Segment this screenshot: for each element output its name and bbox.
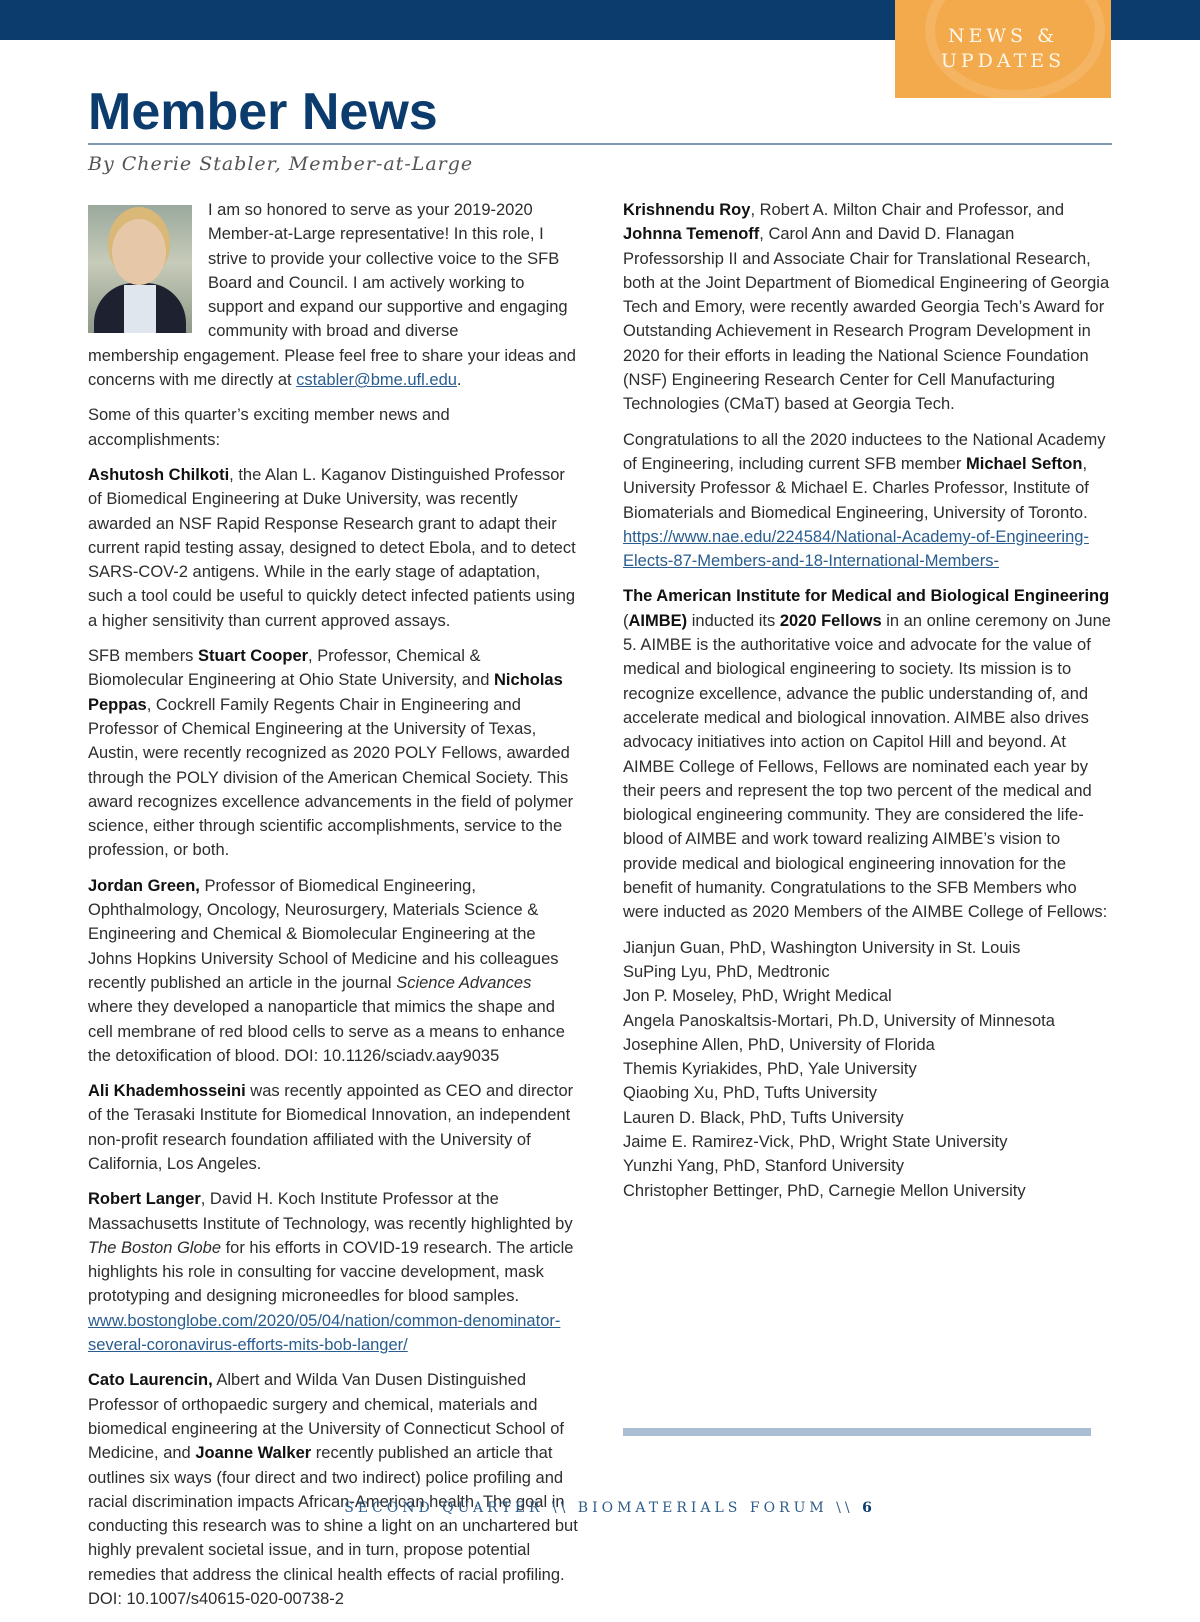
- list-item: Qiaobing Xu, PhD, Tufts University: [623, 1084, 878, 1103]
- member-name: Cato Laurencin,: [88, 1371, 213, 1390]
- news-item-langer: [88, 1187, 578, 1357]
- news-text: Congratulations to all the 2020 inductees to the National Academy of Engineering, including current SFB member: [623, 430, 1106, 473]
- list-item: Jianjun Guan, PhD, Washington University in St. Louis: [623, 938, 1021, 957]
- footer-text: SECOND QUARTER \\ BIOMATERIALS FORUM \\: [344, 1500, 863, 1516]
- news-text: , Robert A. Milton Chair and Professor, and: [750, 201, 1065, 219]
- news-text: inducted its: [687, 611, 780, 630]
- right-column: [623, 198, 1115, 1203]
- member-name: Nicholas Peppas: [88, 671, 563, 714]
- fellows-list: [623, 936, 1115, 1203]
- news-text: , Cockrell Family Regents Chair in Engineering and Professor of Chemical Engineering at the University of Texas, Austin, were recently recognized as 2020 POLY Fellows, awarded through the POLY division of the American Chemical Society. This award recognizes excellence advancements in the field of polymer science, either through scientific accomplishments, service to the profession, or both.: [88, 695, 574, 860]
- intro-paragraph-2: Some of this quarter’s exciting member news and accomplishments:: [88, 406, 450, 449]
- list-item: Josephine Allen, PhD, University of Florida: [623, 1035, 935, 1054]
- news-text: was recently appointed as CEO and director of the Terasaki Institute for Biomedical Innovation, an independent non-profit research foundation affiliated with the University of California, Los Angeles.: [88, 1082, 574, 1173]
- left-column: [88, 198, 578, 1622]
- intro-text-c: .: [456, 371, 462, 390]
- news-text: , Carol Ann and David D. Flanagan Professorship II and Associate Chair for Translational Research, both at the Joint Department of Biomedical Engineering of Georgia Tech and Emory, were recently awarded Georgia Tech’s Award for Outstanding Achievement in Research Program Development in 2020 for their efforts in leading the National Science Foundation (NSF) Engineering Research Center for Cell Manufacturing Technologies (CMaT) based at Georgia Tech.: [623, 225, 1110, 414]
- intro-paragraph: [208, 198, 578, 344]
- news-item-chilkoti: [88, 463, 578, 633]
- news-item-aimbe: [623, 584, 1115, 924]
- news-text: recently published an article that outlines six ways (four direct and two indirect) police profiling and racial discrimination impacts African-American health. The goal in conducting this research was to shine a light on an unchartered but highly prevalent societal issue, and in turn, propose potential remedies that address the clinical health effects of racial profiling. DOI: 10.1007/s40615-020-00738-2: [88, 1444, 578, 1609]
- badge-line-2: UPDATES: [940, 50, 1066, 72]
- list-item: Yunzhi Yang, PhD, Stanford University: [623, 1157, 904, 1176]
- org-name: The American Institute for Medical and Biological Engineering: [623, 587, 1110, 606]
- news-text: (: [623, 611, 629, 630]
- title-rule: [88, 143, 1112, 145]
- section-end-bar: [623, 1428, 1091, 1436]
- intro-paragraph-cont: [88, 344, 578, 393]
- news-text: where they developed a nanoparticle that mimics the shape and cell membrane of red blood cells to serve as a means to enhance the detoxification of blood. DOI: 10.1126/sciadv.aay9035: [88, 998, 565, 1065]
- news-item-roy-temenoff: [623, 198, 1115, 417]
- news-text: Professor of Biomedical Engineering, Ophthalmology, Oncology, Neurosurgery, Materials Science & Engineering and Chemical & Biomolecular Engineering at the Johns Hopkins University School of Medicine and his colleagues recently published an article in the journal: [88, 876, 559, 992]
- list-item: Christopher Bettinger, PhD, Carnegie Mellon University: [623, 1181, 1026, 1200]
- news-text: SFB members: [88, 647, 199, 666]
- news-text: Albert and Wilda Van Dusen Distinguished Professor of orthopaedic surgery and chemical, materials and biomedical engineering at the University of Connecticut School of Medicine, and: [88, 1371, 565, 1463]
- journal-title: Science Advances: [396, 973, 532, 992]
- org-abbr: AIMBE): [628, 611, 688, 630]
- byline: By Cherie Stabler, Member-at-Large: [88, 153, 474, 175]
- member-name: Krishnendu Roy: [623, 201, 751, 219]
- list-item: Lauren D. Black, PhD, Tufts University: [623, 1108, 904, 1127]
- boston-globe-link[interactable]: www.bostonglobe.com/2020/05/04/nation/common-denominator-several-coronavirus-efforts-mits-bob-langer/: [88, 1311, 561, 1355]
- fellows-label: 2020 Fellows: [779, 611, 882, 630]
- list-item: Themis Kyriakides, PhD, Yale University: [623, 1060, 917, 1079]
- list-item: Jon P. Moseley, PhD, Wright Medical: [623, 987, 892, 1006]
- member-name: Jordan Green,: [88, 876, 200, 895]
- news-text: , University Professor & Michael E. Charles Professor, Institute of Biomaterials and Biomedical Engineering, University of Toronto.: [623, 454, 1089, 522]
- news-text: in an online ceremony on June 5. AIMBE is the authoritative voice and advocate for the value of medical and biological engineering to society. Its mission is to recognize excellence, advance the public understanding of, and accelerate medical and biological innovation. AIMBE also drives advocacy initiatives into action on Capitol Hill and beyond. At AIMBE College of Fellows, Fellows are nominated each year by their peers and represent the top two percent of the medical and biological engineering community. They are considered the life-blood of AIMBE and work toward realizing AIMBE’s vision to provide medical and biological engineering innovation for the benefit of humanity. Congratulations to the SFB Members who were inducted as 2020 Members of the AIMBE College of Fellows:: [623, 611, 1111, 922]
- member-name: Michael Sefton: [966, 454, 1083, 473]
- list-item: Jaime E. Ramirez-Vick, PhD, Wright State University: [623, 1132, 1008, 1151]
- page-footer: [0, 1500, 1200, 1516]
- news-item-nae: [623, 428, 1115, 574]
- member-name: Joanne Walker: [195, 1444, 312, 1463]
- page-number: 6: [862, 1500, 876, 1516]
- page-title: Member News: [88, 83, 438, 141]
- newspaper-title: The Boston Globe: [88, 1238, 221, 1257]
- news-item-cooper-peppas: [88, 644, 578, 863]
- news-item-green: [88, 874, 578, 1068]
- news-item-laurencin: [88, 1368, 578, 1611]
- intro-text-b: membership engagement. Please feel free to share your ideas and concerns with me directly at: [88, 346, 576, 390]
- intro-text-a: I am so honored to serve as your 2019-2020 Member-at-Large representative! In this role, I strive to provide your collective voice to the SFB Board and Council. I am actively working to support and expand our supportive and engaging community with broad and diverse: [208, 201, 568, 341]
- news-item-khademhosseini: [88, 1079, 578, 1176]
- email-link[interactable]: cstabler@bme.ufl.edu: [296, 371, 457, 390]
- news-text: , the Alan L. Kaganov Distinguished Professor of Biomedical Engineering at Duke University, was recently awarded an NSF Rapid Response Research grant to adapt their current rapid testing assay, designed to detect Ebola, and to detect SARS-COV-2 antigens. While in the early stage of adaptation, such a tool could be useful to quickly detect infected patients using a higher sensitivity than current approved assays.: [88, 465, 576, 630]
- nae-link[interactable]: https://www.nae.edu/224584/National-Academy-of-Engineering-Elects-87-Members-and-18-International-Members-: [623, 527, 1089, 571]
- member-name: Johnna Temenoff: [623, 225, 760, 244]
- member-name: Stuart Cooper: [198, 647, 309, 666]
- list-item: SuPing Lyu, PhD, Medtronic: [623, 962, 830, 981]
- news-text: , David H. Koch Institute Professor at the Massachusetts Institute of Technology, was recently highlighted by: [88, 1190, 573, 1233]
- member-name: Robert Langer: [88, 1190, 201, 1209]
- member-name: Ali Khademhosseini: [88, 1082, 246, 1101]
- list-item: Angela Panoskaltsis-Mortari, Ph.D, University of Minnesota: [623, 1011, 1055, 1030]
- news-updates-badge: [895, 0, 1111, 98]
- badge-line-1: NEWS &: [948, 25, 1058, 47]
- news-text: , Professor, Chemical & Biomolecular Engineering at Ohio State University, and: [88, 647, 494, 690]
- news-text: for his efforts in COVID-19 research. The article highlights his role in consulting for vaccine development, mask prototyping and designing microneedles for blood samples.: [88, 1238, 574, 1306]
- member-name: Ashutosh Chilkoti: [88, 465, 230, 484]
